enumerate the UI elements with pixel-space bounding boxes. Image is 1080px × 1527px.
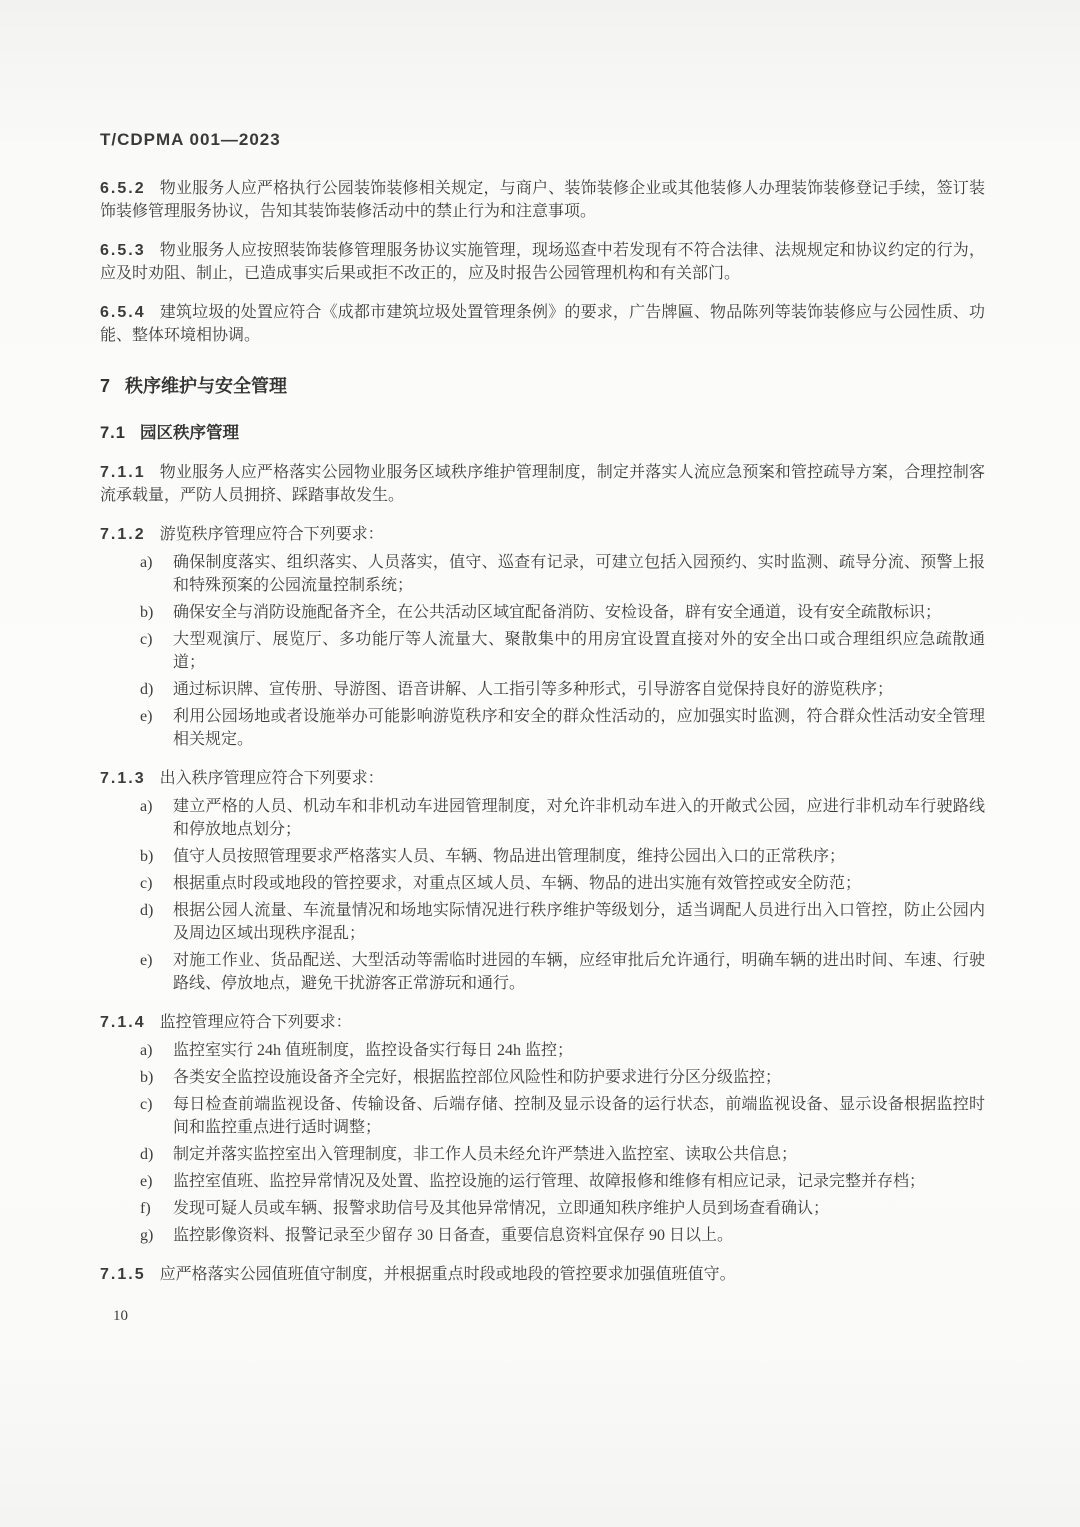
clause-7-1-5 <box>100 1263 985 1286</box>
item-text: 通过标识牌、宣传册、导游图、语音讲解、人工指引等多种形式，引导游客自觉保持良好的游览秩序； <box>173 681 894 698</box>
item-label: g) <box>140 1227 154 1244</box>
list-item <box>100 678 985 701</box>
section-title: 秩序维护与安全管理 <box>125 376 288 396</box>
section-number: 7.1 <box>100 424 126 442</box>
list-item <box>100 551 985 597</box>
item-text: 制定并落实监控室出入管理制度，非工作人员未经允许严禁进入监控室、读取公共信息； <box>173 1146 798 1163</box>
clause-text: 游览秩序管理应符合下列要求： <box>159 526 384 543</box>
list-item <box>100 1224 985 1247</box>
item-label: a) <box>140 554 153 571</box>
document-code: T/CDPMA 001—2023 <box>100 130 281 149</box>
item-label: e) <box>140 708 153 725</box>
item-label: a) <box>140 798 153 815</box>
list-item <box>100 1066 985 1089</box>
page-number: 10 <box>113 1308 128 1324</box>
clause-number: 6.5.2 <box>100 180 146 197</box>
item-text: 每日检查前端监视设备、传输设备、后端存储、控制及显示设备的运行状态，前端监视设备、显示设备根据监控时间和监控重点进行适时调整； <box>173 1096 985 1136</box>
item-text: 对施工作业、货品配送、大型活动等需临时进园的车辆，应经审批后允许通行，明确车辆的进出时间、车速、行驶路线、停放地点，避免干扰游客正常游玩和通行。 <box>173 952 985 992</box>
section-7-1-heading <box>100 422 985 445</box>
item-text: 监控室实行 24h 值班制度，监控设备实行每日 24h 监控； <box>173 1042 574 1059</box>
item-text: 监控影像资料、报警记录至少留存 30 日备查，重要信息资料宜保存 90 日以上。 <box>173 1227 734 1244</box>
list-item <box>100 1197 985 1220</box>
item-text: 确保制度落实、组织落实、人员落实，值守、巡查有记录，可建立包括入园预约、实时监测、疏导分流、预警上报和特殊预案的公园流量控制系统； <box>173 554 985 594</box>
item-label: c) <box>140 875 153 892</box>
clause-text: 物业服务人应严格落实公园物业服务区域秩序维护管理制度，制定并落实人流应急预案和管控疏导方案，合理控制客流承载量，严防人员拥挤、踩踏事故发生。 <box>100 464 985 504</box>
item-label: c) <box>140 631 153 648</box>
clause-text: 建筑垃圾的处置应符合《成都市建筑垃圾处置管理条例》的要求，广告牌匾、物品陈列等装饰装修应与公园性质、功能、整体环境相协调。 <box>100 304 985 344</box>
item-label: e) <box>140 1173 153 1190</box>
section-title: 园区秩序管理 <box>139 424 239 442</box>
item-label: d) <box>140 681 154 698</box>
item-label: d) <box>140 902 154 919</box>
list-item <box>100 1143 985 1166</box>
clause-number: 6.5.3 <box>100 242 146 259</box>
item-text: 根据重点时段或地段的管控要求，对重点区域人员、车辆、物品的进出实施有效管控或安全防范； <box>173 875 862 892</box>
item-label: f) <box>140 1200 151 1217</box>
item-label: c) <box>140 1096 153 1113</box>
list-item <box>100 845 985 868</box>
clause-number: 7.1.2 <box>100 526 146 543</box>
clause-6-5-4 <box>100 301 985 347</box>
section-7-heading <box>100 374 985 398</box>
list-item <box>100 601 985 624</box>
list-item <box>100 872 985 895</box>
clause-7-1-4 <box>100 1011 985 1034</box>
clause-number: 6.5.4 <box>100 304 146 321</box>
list-item <box>100 949 985 995</box>
item-label: d) <box>140 1146 154 1163</box>
clause-7-1-1 <box>100 461 985 507</box>
item-label: a) <box>140 1042 153 1059</box>
item-label: b) <box>140 1069 154 1086</box>
list-item <box>100 705 985 751</box>
item-text: 建立严格的人员、机动车和非机动车进园管理制度，对允许非机动车进入的开敞式公园，应进行非机动车行驶路线和停放地点划分； <box>173 798 985 838</box>
clause-number: 7.1.3 <box>100 770 146 787</box>
item-label: e) <box>140 952 153 969</box>
clause-number: 7.1.1 <box>100 464 146 481</box>
clause-text: 物业服务人应按照装饰装修管理服务协议实施管理，现场巡查中若发现有不符合法律、法规规定和协议约定的行为，应及时劝阻、制止，已造成事实后果或拒不改正的，应及时报告公园管理机构和有关部门。 <box>100 242 985 282</box>
clause-7-1-3-items <box>100 795 985 995</box>
clause-text: 应严格落实公园值班值守制度，并根据重点时段或地段的管控要求加强值班值守。 <box>159 1266 736 1283</box>
list-item <box>100 1039 985 1062</box>
clause-text: 物业服务人应严格执行公园装饰装修相关规定，与商户、装饰装修企业或其他装修人办理装饰装修登记手续，签订装饰装修管理服务协议，告知其装饰装修活动中的禁止行为和注意事项。 <box>100 180 985 220</box>
clause-7-1-3 <box>100 767 985 790</box>
item-text: 大型观演厅、展览厅、多功能厅等人流量大、聚散集中的用房宜设置直接对外的安全出口或合理组织应急疏散通道； <box>173 631 985 671</box>
section-number: 7 <box>100 376 112 396</box>
item-text: 利用公园场地或者设施举办可能影响游览秩序和安全的群众性活动的，应加强实时监测，符合群众性活动安全管理相关规定。 <box>173 708 985 748</box>
list-item <box>100 628 985 674</box>
item-text: 发现可疑人员或车辆、报警求助信号及其他异常情况，立即通知秩序维护人员到场查看确认； <box>173 1200 830 1217</box>
list-item <box>100 899 985 945</box>
item-text: 确保安全与消防设施配备齐全，在公共活动区域宜配备消防、安检设备，辟有安全通道，设有安全疏散标识； <box>173 604 942 621</box>
clause-6-5-2 <box>100 177 985 223</box>
list-item <box>100 1093 985 1139</box>
list-item <box>100 1170 985 1193</box>
item-text: 监控室值班、监控异常情况及处置、监控设施的运行管理、故障报修和维修有相应记录，记录完整并存档； <box>173 1173 926 1190</box>
item-text: 根据公园人流量、车流量情况和场地实际情况进行秩序维护等级划分，适当调配人员进行出入口管控，防止公园内及周边区域出现秩序混乱； <box>173 902 985 942</box>
clause-7-1-2 <box>100 523 985 546</box>
item-label: b) <box>140 848 154 865</box>
clause-7-1-2-items <box>100 551 985 751</box>
clause-6-5-3 <box>100 239 985 285</box>
clause-text: 监控管理应符合下列要求： <box>159 1014 352 1031</box>
item-text: 值守人员按照管理要求严格落实人员、车辆、物品进出管理制度，维持公园出入口的正常秩序； <box>173 848 846 865</box>
clause-7-1-4-items <box>100 1039 985 1247</box>
list-item <box>100 795 985 841</box>
clause-number: 7.1.4 <box>100 1014 146 1031</box>
item-label: b) <box>140 604 154 621</box>
item-text: 各类安全监控设施设备齐全完好，根据监控部位风险性和防护要求进行分区分级监控； <box>173 1069 782 1086</box>
clause-text: 出入秩序管理应符合下列要求： <box>159 770 384 787</box>
clause-number: 7.1.5 <box>100 1266 146 1283</box>
